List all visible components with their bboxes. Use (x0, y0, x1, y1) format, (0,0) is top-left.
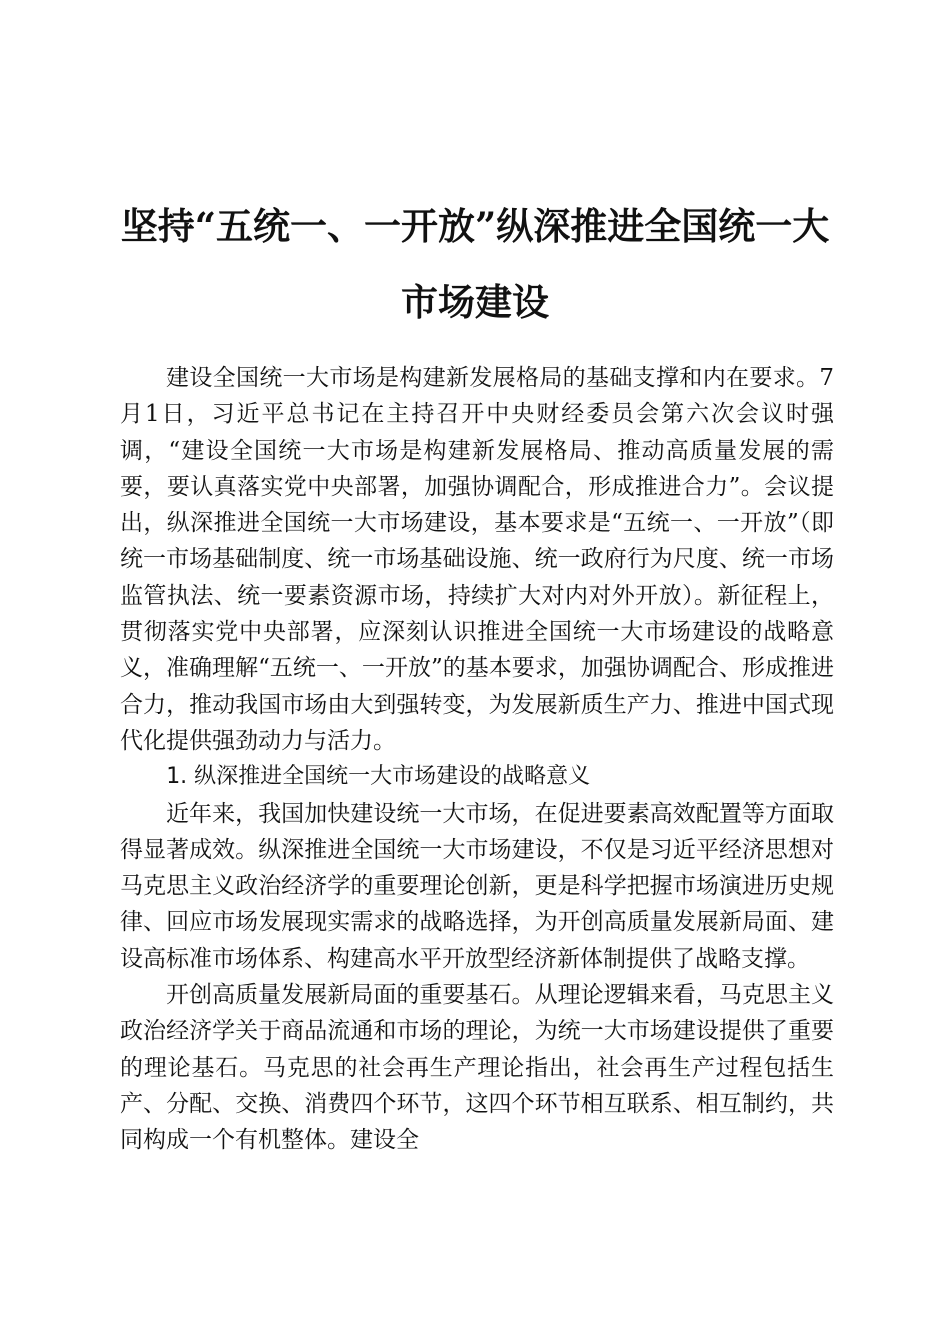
paragraph-intro: 建设全国统一大市场是构建新发展格局的基础支撑和内在要求。7月1日，习近平总书记在主持召开中央财经委员会第六次会议时强调，“建设全国统一大市场是构建新发展格局、推动高质量发展的需要，要认真落实党中央部署，加强协调配合，形成推进合力”。会议提出，纵深推进全国统一大市场建设，基本要求是“五统一、一开放”（即统一市场基础制度、统一市场基础设施、统一政府行为尺度、统一市场监管执法、统一要素资源市场，持续扩大对内对外开放）。新征程上，贯彻落实党中央部署，应深刻认识推进全国统一大市场建设的战略意义，准确理解“五统一、一开放”的基本要求，加强协调配合、形成推进合力，推动我国市场由大到强转变，为发展新质生产力、推进中国式现代化提供强劲动力与活力。 (120, 365, 834, 754)
paragraph-section-overview: 近年来，我国加快建设统一大市场，在促进要素高效配置等方面取得显著成效。纵深推进全国统一大市场建设，不仅是习近平经济思想对马克思主义政治经济学的重要理论创新，更是科学把握市场演进历史规律、回应市场发展现实需求的战略选择，为开创高质量发展新局面、建设高标准市场体系、构建高水平开放型经济新体制提供了战略支撑。 (120, 800, 834, 972)
section-heading: 1. 纵深推进全国统一大市场建设的战略意义 (166, 764, 591, 790)
title-line-1: 坚持“五统一、一开放”纵深推进全国统一大 (120, 204, 830, 248)
document-body (120, 360, 834, 1159)
paragraph-foundation: 开创高质量发展新局面的重要基石。从理论逻辑来看，马克思主义政治经济学关于商品流通和市场的理论，为统一大市场建设提供了重要的理论基石。马克思的社会再生产理论指出，社会再生产过程包括生产、分配、交换、消费四个环节，这四个环节相互联系、相互制约，共同构成一个有机整体。建设全 (120, 982, 834, 1154)
document-title (100, 188, 850, 340)
title-line-2: 市场建设 (401, 280, 549, 324)
